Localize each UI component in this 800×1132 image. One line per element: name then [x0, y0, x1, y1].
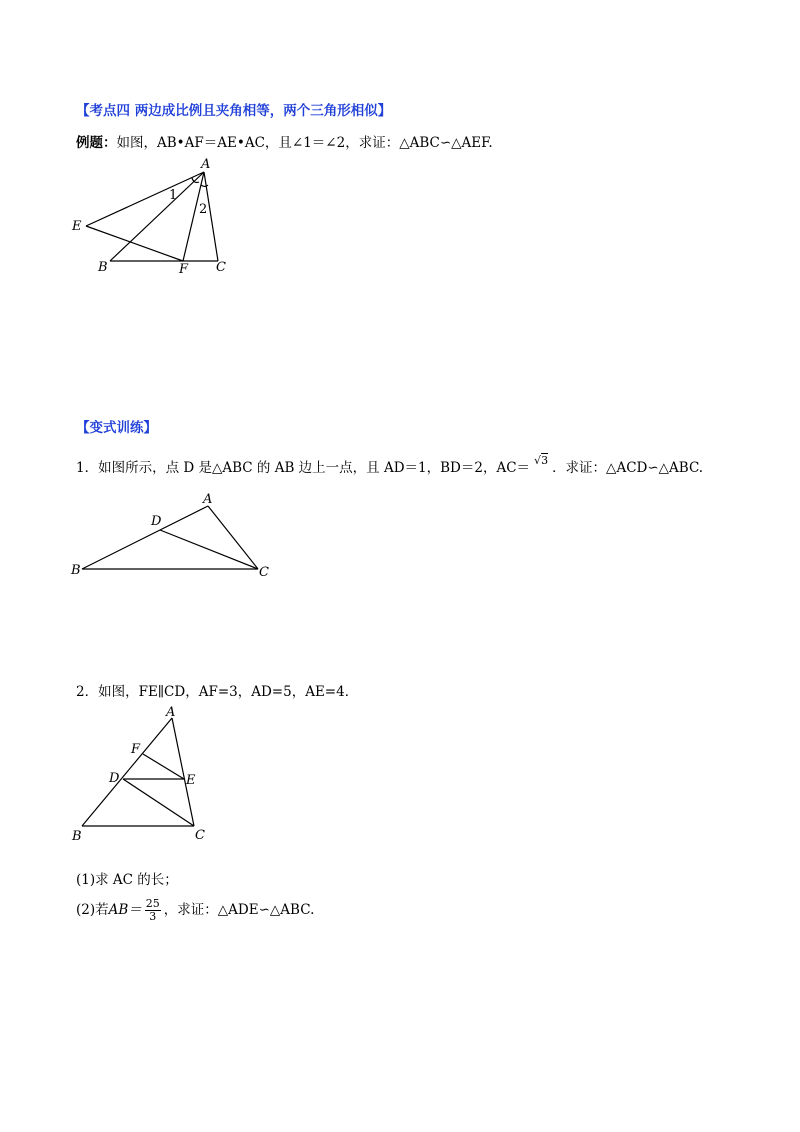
- fig1-label-b: B: [98, 260, 108, 275]
- problem-2-question-1: (1)求 AC 的长；: [76, 872, 178, 888]
- segment-b-a: [82, 506, 208, 569]
- fig1-label-a: A: [201, 158, 211, 172]
- problem-1: [76, 456, 703, 476]
- section-heading: 【考点四 两边成比例且夹角相等，两个三角形相似】: [76, 103, 392, 119]
- fig3-label-d: D: [109, 771, 120, 786]
- figure-3-triangle-diagram: [68, 702, 218, 842]
- fig3-label-f: F: [131, 742, 141, 757]
- fig2-label-b: B: [71, 563, 81, 578]
- fig2-label-c: C: [259, 565, 269, 580]
- problem-1-suffix: ．求证：△ACD∽△ABC.: [552, 460, 704, 476]
- segment-a-e: [86, 172, 204, 226]
- example-label: 例题：: [76, 135, 117, 151]
- fig1-angle-1-label: 1: [169, 188, 178, 203]
- example-text: 如图，AB•AF＝AE•AC，且∠1＝∠2，求证：△ABC∽△AEF.: [116, 135, 493, 151]
- segment-a-b: [110, 172, 204, 261]
- fig3-label-a: A: [166, 705, 176, 720]
- segment-d-c: [160, 530, 258, 569]
- fig1-label-c: C: [216, 260, 226, 275]
- fig3-label-b: B: [72, 829, 82, 842]
- q2-lhs: AB＝: [108, 902, 142, 918]
- q2-prefix: (2)若: [76, 902, 109, 918]
- fig1-label-f: F: [179, 262, 189, 277]
- problem-2-question-2: [76, 898, 314, 923]
- figure-1-triangle-diagram: [68, 158, 268, 278]
- segment-d-c: [123, 779, 194, 826]
- segment-a-c: [172, 718, 194, 826]
- fig2-label-a: A: [203, 492, 213, 507]
- segment-b-a: [82, 718, 172, 826]
- figure-2-triangle-diagram: [68, 488, 278, 583]
- fig3-label-c: C: [195, 828, 205, 842]
- sqrt-3: √3: [534, 454, 549, 467]
- q2-suffix: ，求证：△ADE∽△ABC.: [163, 902, 315, 918]
- example-problem: [76, 131, 493, 151]
- angle-2-arc: [201, 185, 208, 187]
- problem-2: 2．如图，FE∥CD，AF=3，AD=5，AE=4．: [76, 684, 359, 700]
- fig3-label-e: E: [186, 773, 196, 788]
- fig1-label-e: E: [72, 219, 82, 234]
- fig2-label-d: D: [151, 514, 162, 529]
- segment-f-e: [143, 754, 184, 779]
- problem-1-prefix: 1．如图所示，点 D 是△ABC 的 AB 边上一点，且 AD＝1，BD＝2，AC＝: [76, 460, 531, 476]
- fig1-angle-2-label: 2: [199, 202, 208, 217]
- variants-heading: 【变式训练】: [76, 420, 157, 436]
- segment-e-f: [86, 226, 183, 261]
- fraction-25-over-3: $\frac{25}{3}$: [145, 897, 160, 923]
